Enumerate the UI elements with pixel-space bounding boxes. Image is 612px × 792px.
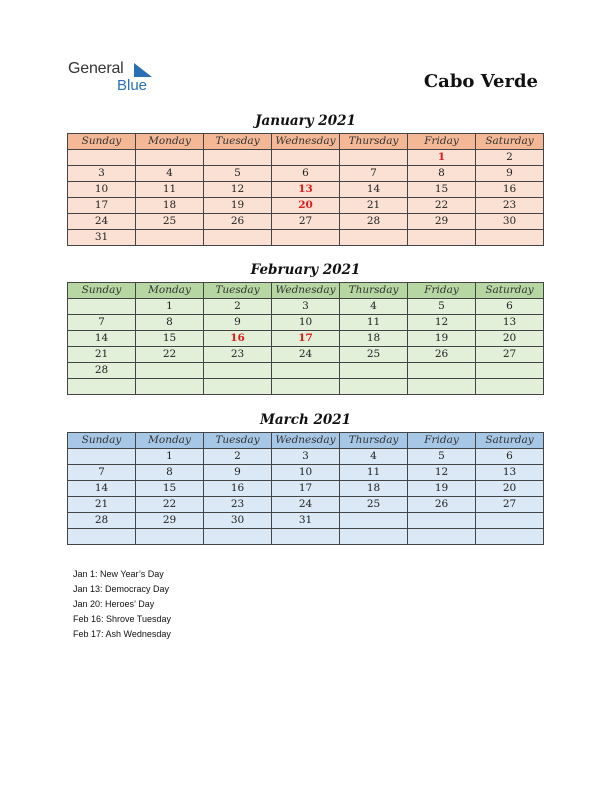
weekday-header: Tuesday xyxy=(204,134,272,150)
day-cell: 22 xyxy=(136,347,204,363)
day-cell: 8 xyxy=(408,166,476,182)
day-cell: 1 xyxy=(136,449,204,465)
day-cell: 30 xyxy=(476,214,544,230)
day-cell: 4 xyxy=(136,166,204,182)
day-cell: 22 xyxy=(136,497,204,513)
day-cell: 17 xyxy=(272,331,340,347)
day-cell xyxy=(204,150,272,166)
day-cell: 16 xyxy=(476,182,544,198)
calendar-march xyxy=(67,432,544,545)
day-cell xyxy=(340,513,408,529)
day-cell: 5 xyxy=(204,166,272,182)
week-row xyxy=(68,513,544,529)
week-row xyxy=(68,465,544,481)
day-cell: 16 xyxy=(204,481,272,497)
day-cell xyxy=(340,150,408,166)
holiday-item: Feb 16: Shrove Tuesday xyxy=(73,614,172,624)
day-cell xyxy=(408,363,476,379)
day-cell: 21 xyxy=(68,347,136,363)
day-cell: 1 xyxy=(136,299,204,315)
day-cell: 13 xyxy=(476,315,544,331)
week-row xyxy=(68,315,544,331)
day-cell xyxy=(408,513,476,529)
day-cell: 18 xyxy=(340,331,408,347)
weekday-header: Friday xyxy=(408,283,476,299)
day-cell xyxy=(204,529,272,545)
day-cell xyxy=(340,529,408,545)
week-row xyxy=(68,363,544,379)
day-cell xyxy=(340,230,408,246)
weekday-header: Wednesday xyxy=(272,433,340,449)
weekday-header: Monday xyxy=(136,433,204,449)
day-cell: 5 xyxy=(408,449,476,465)
month-title-february: February 2021 xyxy=(250,262,361,278)
day-cell: 12 xyxy=(408,315,476,331)
month-title-january: January 2021 xyxy=(255,113,356,129)
day-cell: 2 xyxy=(204,449,272,465)
weekday-header: Wednesday xyxy=(272,283,340,299)
day-cell xyxy=(272,363,340,379)
day-cell: 15 xyxy=(136,331,204,347)
day-cell xyxy=(408,379,476,395)
calendar-body xyxy=(68,449,544,545)
holiday-item: Jan 1: New Year’s Day xyxy=(73,569,164,579)
day-cell: 12 xyxy=(408,465,476,481)
logo-word-general: General xyxy=(68,60,124,77)
day-cell xyxy=(136,379,204,395)
holiday-list xyxy=(73,567,171,642)
day-cell xyxy=(340,363,408,379)
day-cell: 19 xyxy=(408,481,476,497)
day-cell: 27 xyxy=(476,497,544,513)
weekday-header-row xyxy=(68,134,544,150)
day-cell: 3 xyxy=(272,299,340,315)
day-cell xyxy=(408,529,476,545)
weekday-header: Saturday xyxy=(476,134,544,150)
weekday-header: Sunday xyxy=(68,283,136,299)
day-cell: 17 xyxy=(272,481,340,497)
day-cell xyxy=(68,529,136,545)
day-cell: 8 xyxy=(136,465,204,481)
day-cell xyxy=(68,449,136,465)
day-cell: 30 xyxy=(204,513,272,529)
month-title-march: March 2021 xyxy=(259,412,352,428)
day-cell xyxy=(204,379,272,395)
day-cell: 26 xyxy=(408,497,476,513)
week-row xyxy=(68,449,544,465)
weekday-header: Thursday xyxy=(340,433,408,449)
logo-triangle-icon xyxy=(134,63,154,77)
day-cell: 28 xyxy=(340,214,408,230)
day-cell: 9 xyxy=(204,315,272,331)
day-cell: 27 xyxy=(272,214,340,230)
day-cell: 10 xyxy=(272,315,340,331)
day-cell: 4 xyxy=(340,449,408,465)
day-cell: 20 xyxy=(476,481,544,497)
day-cell: 3 xyxy=(68,166,136,182)
day-cell: 20 xyxy=(476,331,544,347)
calendar-february xyxy=(67,282,544,395)
week-row xyxy=(68,529,544,545)
holiday-item: Jan 13: Democracy Day xyxy=(73,584,170,594)
holiday-item: Feb 17: Ash Wednesday xyxy=(73,629,171,639)
calendar-body xyxy=(68,299,544,395)
week-row xyxy=(68,230,544,246)
day-cell: 15 xyxy=(136,481,204,497)
holiday-item: Jan 20: Heroes’ Day xyxy=(73,599,155,609)
day-cell: 7 xyxy=(340,166,408,182)
day-cell: 14 xyxy=(68,331,136,347)
day-cell: 10 xyxy=(68,182,136,198)
day-cell: 17 xyxy=(68,198,136,214)
day-cell: 24 xyxy=(272,347,340,363)
day-cell: 23 xyxy=(476,198,544,214)
day-cell: 24 xyxy=(68,214,136,230)
day-cell: 29 xyxy=(136,513,204,529)
weekday-header: Thursday xyxy=(340,134,408,150)
week-row xyxy=(68,481,544,497)
day-cell: 15 xyxy=(408,182,476,198)
day-cell xyxy=(204,230,272,246)
day-cell xyxy=(272,379,340,395)
weekday-header: Saturday xyxy=(476,283,544,299)
week-row xyxy=(68,299,544,315)
weekday-header: Monday xyxy=(136,283,204,299)
weekday-header-row xyxy=(68,433,544,449)
day-cell: 21 xyxy=(68,497,136,513)
day-cell xyxy=(68,150,136,166)
day-cell: 16 xyxy=(204,331,272,347)
day-cell xyxy=(136,150,204,166)
logo xyxy=(68,60,168,96)
day-cell: 8 xyxy=(136,315,204,331)
day-cell: 18 xyxy=(136,198,204,214)
day-cell xyxy=(272,150,340,166)
day-cell xyxy=(476,529,544,545)
day-cell: 4 xyxy=(340,299,408,315)
day-cell: 28 xyxy=(68,513,136,529)
day-cell xyxy=(136,363,204,379)
day-cell: 2 xyxy=(204,299,272,315)
weekday-header: Monday xyxy=(136,134,204,150)
day-cell xyxy=(136,529,204,545)
day-cell: 31 xyxy=(272,513,340,529)
day-cell: 6 xyxy=(272,166,340,182)
day-cell: 23 xyxy=(204,497,272,513)
weekday-header: Tuesday xyxy=(204,283,272,299)
day-cell xyxy=(68,299,136,315)
day-cell: 13 xyxy=(476,465,544,481)
week-row xyxy=(68,379,544,395)
day-cell: 19 xyxy=(408,331,476,347)
day-cell xyxy=(340,379,408,395)
day-cell: 24 xyxy=(272,497,340,513)
day-cell: 2 xyxy=(476,150,544,166)
day-cell: 9 xyxy=(204,465,272,481)
day-cell: 26 xyxy=(204,214,272,230)
day-cell: 9 xyxy=(476,166,544,182)
weekday-header: Wednesday xyxy=(272,134,340,150)
day-cell: 25 xyxy=(136,214,204,230)
day-cell: 27 xyxy=(476,347,544,363)
day-cell: 25 xyxy=(340,497,408,513)
weekday-header-row xyxy=(68,283,544,299)
day-cell: 11 xyxy=(340,465,408,481)
weekday-header: Sunday xyxy=(68,433,136,449)
calendar-january xyxy=(67,133,544,246)
day-cell xyxy=(136,230,204,246)
day-cell: 6 xyxy=(476,449,544,465)
day-cell: 26 xyxy=(408,347,476,363)
day-cell: 20 xyxy=(272,198,340,214)
country-title: Cabo Verde xyxy=(423,71,538,92)
week-row xyxy=(68,166,544,182)
week-row xyxy=(68,497,544,513)
day-cell xyxy=(408,230,476,246)
week-row xyxy=(68,331,544,347)
logo-word-blue: Blue xyxy=(117,77,148,94)
week-row xyxy=(68,198,544,214)
day-cell xyxy=(68,379,136,395)
day-cell: 7 xyxy=(68,315,136,331)
weekday-header: Saturday xyxy=(476,433,544,449)
week-row xyxy=(68,182,544,198)
weekday-header: Friday xyxy=(408,134,476,150)
day-cell: 14 xyxy=(340,182,408,198)
day-cell xyxy=(476,379,544,395)
weekday-header: Tuesday xyxy=(204,433,272,449)
day-cell: 25 xyxy=(340,347,408,363)
day-cell: 18 xyxy=(340,481,408,497)
week-row xyxy=(68,347,544,363)
day-cell: 7 xyxy=(68,465,136,481)
weekday-header: Thursday xyxy=(340,283,408,299)
day-cell: 1 xyxy=(408,150,476,166)
day-cell: 10 xyxy=(272,465,340,481)
day-cell xyxy=(272,529,340,545)
day-cell: 14 xyxy=(68,481,136,497)
day-cell: 6 xyxy=(476,299,544,315)
weekday-header: Sunday xyxy=(68,134,136,150)
day-cell xyxy=(204,363,272,379)
day-cell: 5 xyxy=(408,299,476,315)
day-cell: 28 xyxy=(68,363,136,379)
week-row xyxy=(68,150,544,166)
week-row xyxy=(68,214,544,230)
day-cell: 11 xyxy=(136,182,204,198)
weekday-header: Friday xyxy=(408,433,476,449)
day-cell: 13 xyxy=(272,182,340,198)
day-cell: 31 xyxy=(68,230,136,246)
day-cell: 21 xyxy=(340,198,408,214)
day-cell xyxy=(476,513,544,529)
day-cell xyxy=(476,363,544,379)
day-cell: 11 xyxy=(340,315,408,331)
day-cell: 3 xyxy=(272,449,340,465)
day-cell xyxy=(272,230,340,246)
day-cell: 29 xyxy=(408,214,476,230)
calendar-body xyxy=(68,150,544,246)
day-cell: 19 xyxy=(204,198,272,214)
day-cell: 12 xyxy=(204,182,272,198)
day-cell xyxy=(476,230,544,246)
day-cell: 22 xyxy=(408,198,476,214)
day-cell: 23 xyxy=(204,347,272,363)
